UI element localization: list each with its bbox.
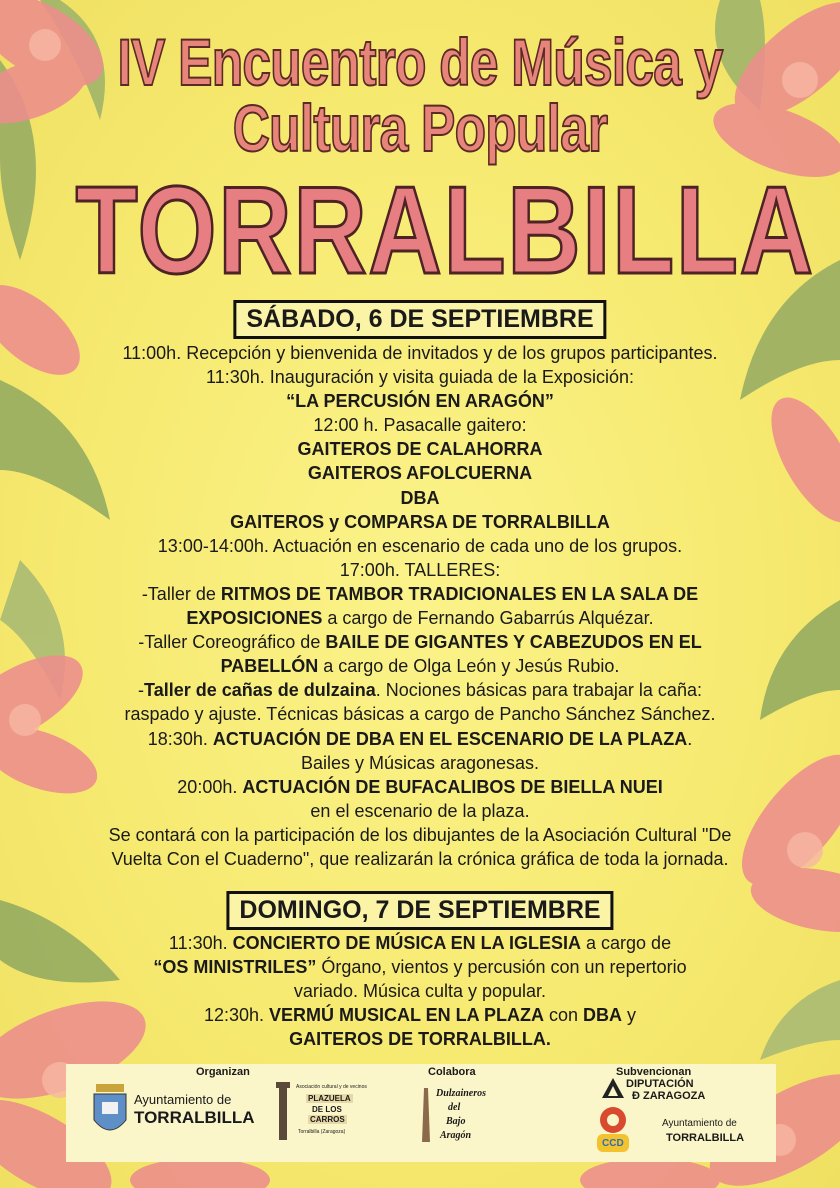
sat-line: -Taller de cañas de dulzaina. Nociones básicas para trabajar la caña: (138, 680, 702, 701)
plazuela-name-2: DE LOS (312, 1105, 342, 1114)
diputacion-line-1: DIPUTACIÓN (626, 1078, 694, 1090)
sun-line: 12:30h. VERMÚ MUSICAL EN LA PLAZA con DBA y (203, 1005, 637, 1026)
sat-line: Vuelta Con el Cuaderno", que realizarán la crónica gráfica de toda la jornada. (111, 848, 729, 869)
dulzaineros-line-1: Dulzaineros (436, 1088, 487, 1099)
sat-line: en el escenario de la plaza. (310, 800, 530, 821)
subvencionan-label: Subvencionan (616, 1066, 692, 1078)
sat-line: 20:00h. ACTUACIÓN DE BUFACALIBOS DE BIELLA NUEI (177, 776, 663, 797)
sat-line: 12:00 h. Pasacalle gaitero: (313, 415, 527, 436)
sat-line: raspado y ajuste. Técnicas básicas a cargo de Pancho Sánchez Sánchez. (124, 704, 716, 725)
saturday-heading: SÁBADO, 6 DE SEPTIEMBRE (233, 300, 606, 339)
title-line-1: IV Encuentro de Música y (117, 25, 723, 99)
dulzaina-icon (418, 1088, 434, 1146)
sat-line: -Taller de RITMOS DE TAMBOR TRADICIONALES EN LA SALA DE (141, 583, 699, 604)
sat-line: 18:30h. ACTUACIÓN DE DBA EN EL ESCENARIO DE LA PLAZA. (147, 728, 693, 749)
sun-line: 11:30h. CONCIERTO DE MÚSICA EN LA IGLESIA a cargo de (168, 933, 672, 953)
sunday-schedule (0, 931, 840, 1051)
diputacion-line-2: Ð ZARAGOZA (632, 1090, 706, 1102)
sat-line: 13:00-14:00h. Actuación en escenario de cada uno de los grupos. (157, 535, 683, 556)
sat-line: GAITEROS AFOLCUERNA (307, 463, 533, 484)
title-line-2: Cultura Popular (232, 91, 608, 165)
sat-line: DBA (400, 487, 440, 508)
plazuela-top: Asociación cultural y de vecinos (296, 1084, 367, 1090)
ayuntamiento-2-name: TORRALBILLA (666, 1132, 745, 1144)
title-town: TORRALBILLA (75, 162, 815, 300)
sponsors-footer (66, 1064, 776, 1162)
ayuntamiento-label: Ayuntamiento de (134, 1092, 232, 1107)
sat-line: -Taller Coreográfico de BAILE DE GIGANTES Y CABEZUDOS EN EL (138, 632, 702, 653)
sat-line: PABELLÓN a cargo de Olga León y Jesús Rubio. (220, 656, 620, 677)
tower-icon (274, 1082, 292, 1144)
organizan-label: Organizan (196, 1066, 250, 1078)
ccd-label: CCD (602, 1138, 624, 1149)
sat-line: “LA PERCUSIÓN EN ARAGÓN” (286, 391, 554, 412)
torralbilla-coat-of-arms-icon (90, 1084, 130, 1140)
diputacion-triangle-icon (602, 1078, 624, 1100)
plazuela-name-1: PLAZUELA (308, 1094, 351, 1103)
ayuntamiento-2-label: Ayuntamiento de (662, 1118, 737, 1129)
sun-line: “OS MINISTRILES” Órgano, vientos y percusión con un repertorio (153, 957, 687, 978)
sun-line: variado. Música culta y popular. (293, 981, 547, 1002)
sat-line: 11:30h. Inauguración y visita guiada de la Exposición: (206, 367, 634, 388)
sat-line: GAITEROS y COMPARSA DE TORRALBILLA (230, 511, 610, 532)
sat-line: GAITEROS DE CALAHORRA (297, 439, 543, 460)
colabora-label: Colabora (428, 1066, 476, 1078)
sat-line: EXPOSICIONES a cargo de Fernando Gabarrús Alquézar. (186, 608, 654, 629)
plazuela-name-3: CARROS (310, 1115, 345, 1124)
plazuela-bottom: Torralbilla (Zaragoza) (298, 1129, 346, 1135)
ayuntamiento-name: TORRALBILLA (134, 1108, 255, 1127)
sat-line: Bailes y Músicas aragonesas. (300, 752, 540, 773)
dulzaineros-line-4: Aragón (440, 1130, 472, 1141)
sun-line: GAITEROS DE TORRALBILLA. (289, 1029, 551, 1050)
saturday-schedule (0, 341, 840, 871)
sat-line: 17:00h. TALLERES: (339, 559, 501, 580)
sat-line: Se contará con la participación de los dibujantes de la Asociación Cultural "De (108, 824, 732, 845)
sat-line: 11:00h. Recepción y bienvenida de invitados y de los grupos participantes. (122, 343, 718, 363)
sunday-heading: DOMINGO, 7 DE SEPTIEMBRE (226, 891, 613, 930)
dulzaineros-line-3: Bajo (446, 1116, 466, 1127)
dulzaineros-line-2: del (448, 1102, 461, 1113)
